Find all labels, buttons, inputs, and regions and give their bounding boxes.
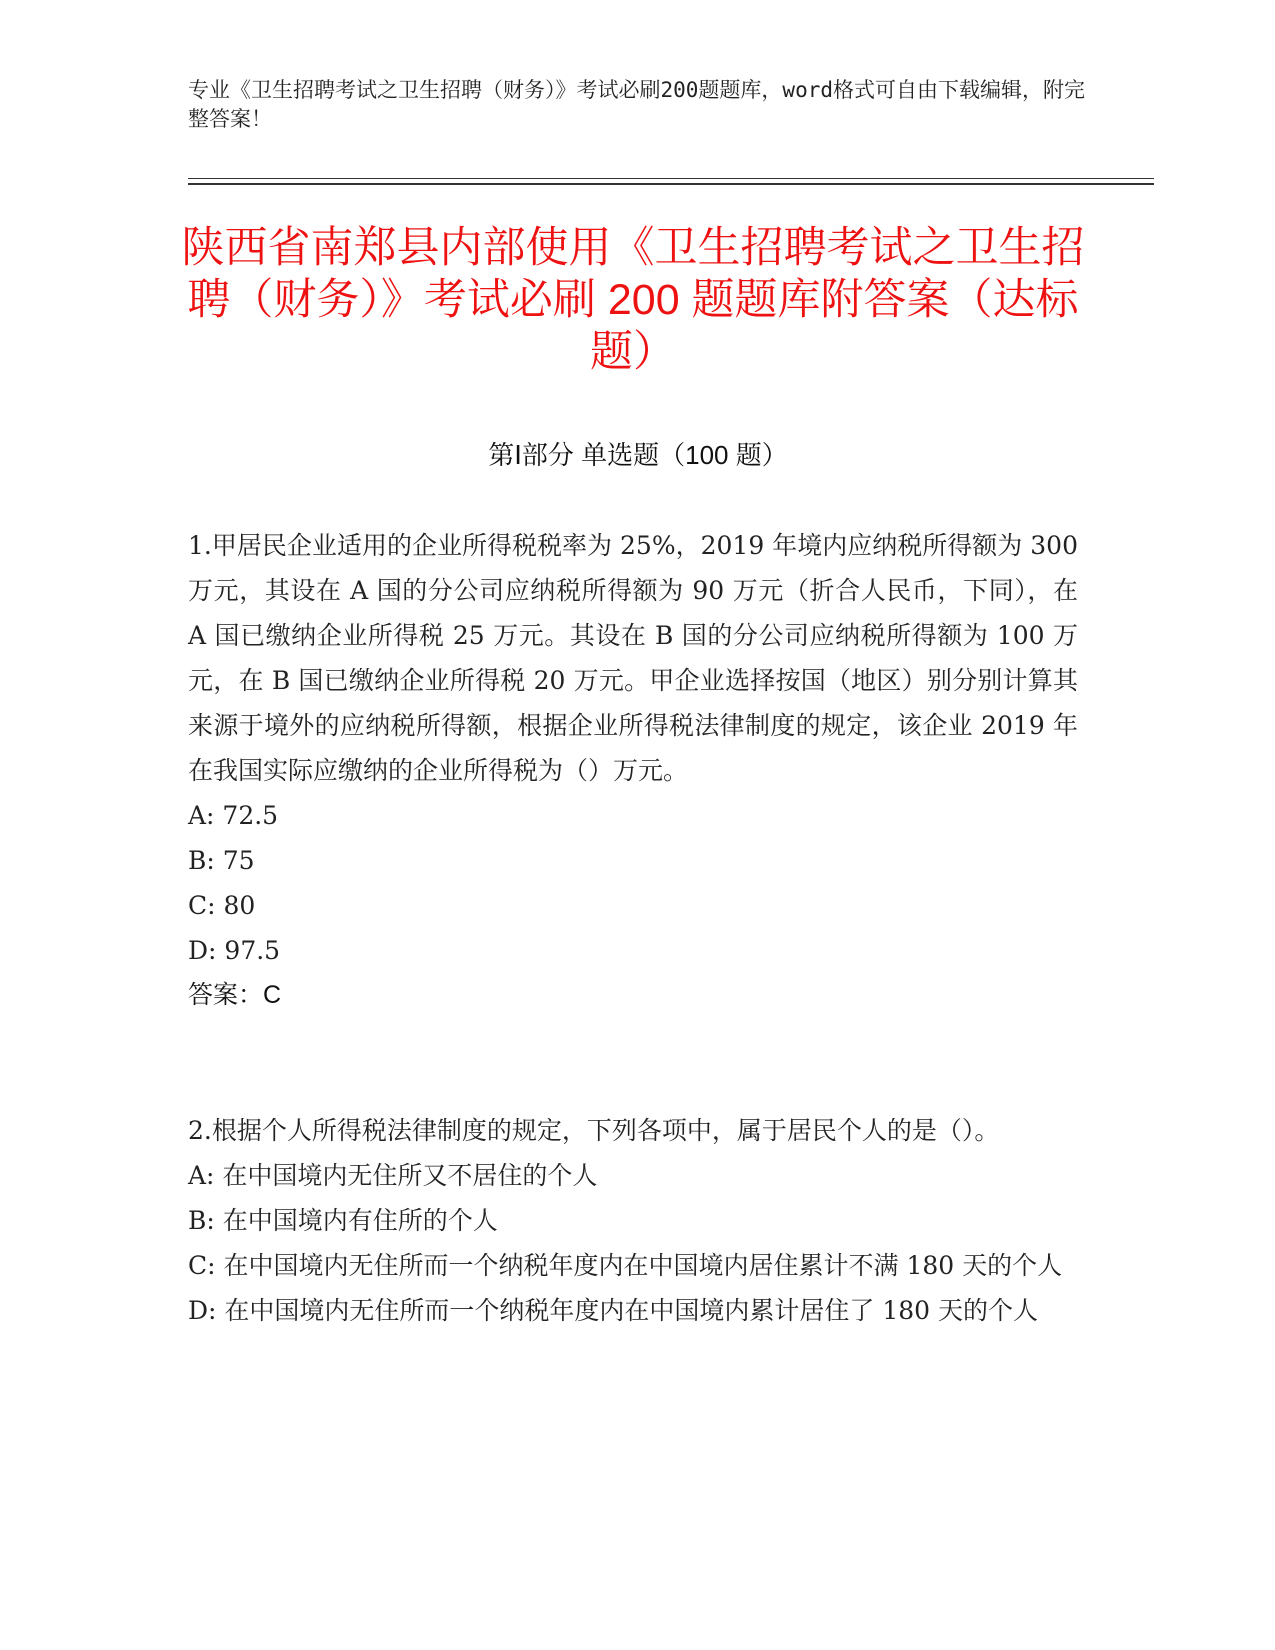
option-d: D: 97.5 xyxy=(188,936,281,965)
option-b: B: 75 xyxy=(188,846,255,875)
question-1 xyxy=(188,523,1078,1018)
question-stem: 2.根据个人所得税法律制度的规定，下列各项中，属于居民个人的是（）。 xyxy=(188,1116,1000,1145)
option-c: C: 80 xyxy=(188,891,256,920)
option-c: C: 在中国境内无住所而一个纳税年度内在中国境内居住累计不满 180 天的个人 xyxy=(188,1251,1063,1280)
option-d: D: 在中国境内无住所而一个纳税年度内在中国境内累计居住了 180 天的个人 xyxy=(188,1296,1039,1325)
section-heading: 第Ⅰ部分 单选题（100 题） xyxy=(488,440,788,470)
question-2 xyxy=(188,1108,1078,1333)
header-note: 专业《卫生招聘考试之卫生招聘（财务）》考试必刷200题题库，word格式可自由下载编辑，附完整答案！ xyxy=(188,78,1085,131)
document-title: 陕西省南郑县内部使用《卫生招聘考试之卫生招聘（财务）》考试必刷 200 题题库附答案（达标题） xyxy=(181,224,1085,376)
option-a: A: 在中国境内无住所又不居住的个人 xyxy=(188,1161,598,1190)
header-divider-thin xyxy=(188,178,1154,179)
option-b: B: 在中国境内有住所的个人 xyxy=(188,1206,498,1235)
header-divider-thick xyxy=(188,183,1154,185)
answer-line: 答案：C xyxy=(188,981,282,1009)
option-a: A: 72.5 xyxy=(188,801,279,830)
question-stem: 1.甲居民企业适用的企业所得税税率为 25%，2019 年境内应纳税所得额为 300 万元，其设在 A 国的分公司应纳税所得额为 90 万元（折合人民币，下同），在 A 国已缴纳企业所得税 25 万元。其设在 B 国的分公司应纳税所得额为 100 万元，在 B 国已缴纳企业所得税 20 万元。甲企业选择按国（地区）别分别计算其来源于境外的应纳税所得额，根据企业所得税法律制度的规定，该企业 2019 年在我国实际应缴纳的企业所得税为（）万元。 xyxy=(188,531,1078,785)
